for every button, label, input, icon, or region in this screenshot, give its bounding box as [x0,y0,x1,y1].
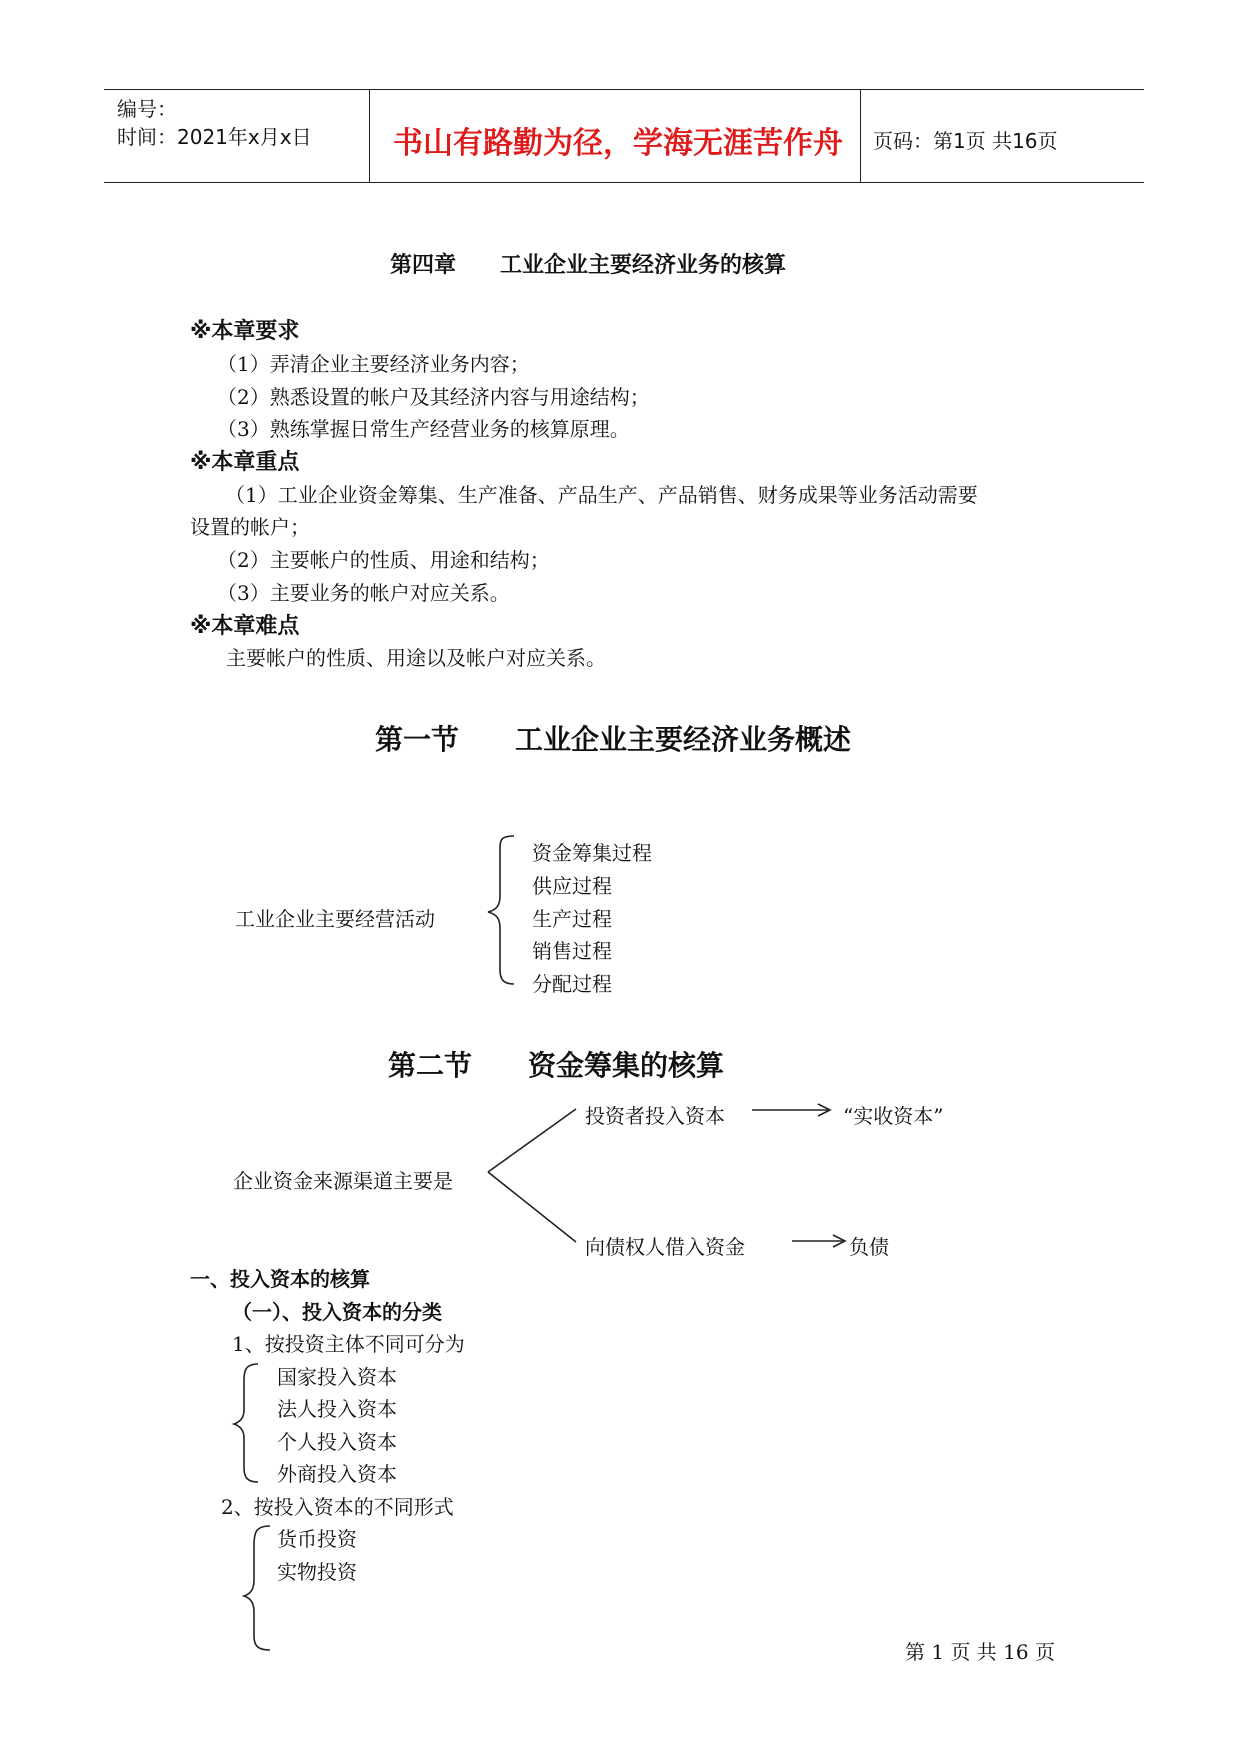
key-point-item: （2）主要帐户的性质、用途和结构； [217,548,550,572]
section1-title: 第一节 工业企业主要经济业务概述 [375,723,852,756]
class1-item: 外商投入资本 [277,1462,397,1486]
page-footer: 第 1 页 共 16 页 [905,1640,1055,1664]
class1-title: 1、按投资主体不同可分为 [232,1332,465,1356]
channel-top: 投资者投入资本 [585,1104,725,1128]
requirement-item: （1）弄清企业主要经济业务内容； [217,352,530,376]
page-label: 页码：第1页 共16页 [873,129,1058,153]
class2-title: 2、按投入资本的不同形式 [221,1495,454,1519]
brace-processes [488,836,514,984]
result-bottom: 负债 [849,1235,889,1259]
channel-bottom: 向债权人借入资金 [585,1235,745,1259]
motto: 书山有路勤为径，学海无涯苦作舟 [393,126,843,161]
branch-line-bottom [488,1172,576,1242]
section2-title: 第二节 资金筹集的核算 [388,1049,725,1082]
sub1-title: （一）、投入资本的分类 [232,1300,442,1324]
class1-item: 国家投入资本 [277,1365,397,1389]
key-point-item: （1）工业企业资金筹集、生产准备、产品生产、产品销售、财务成果等业务活动需要 [225,483,978,507]
process-item: 供应过程 [532,874,612,898]
brace-class1 [234,1364,258,1482]
key-point-item: 设置的帐户； [190,515,310,539]
serial-label: 编号： [117,97,177,121]
process-item: 销售过程 [532,939,612,963]
result-top: “实收资本” [843,1104,944,1128]
difficulties-heading: ※本章难点 [190,614,300,639]
brace-class2 [244,1526,270,1650]
process-item: 生产过程 [532,907,612,931]
requirement-item: （2）熟悉设置的帐户及其经济内容与用途结构； [217,385,650,409]
source-label: 企业资金来源渠道主要是 [233,1169,453,1193]
key-point-item: （3）主要业务的帐户对应关系。 [217,581,510,605]
time-label: 时间：2021年x月x日 [117,125,312,149]
chapter-title: 第四章 工业企业主要经济业务的核算 [390,253,787,278]
branch-line-top [488,1109,576,1172]
part1-title: 一、投入资本的核算 [190,1267,370,1291]
activity-label: 工业企业主要经营活动 [235,907,435,931]
process-item: 分配过程 [532,972,612,996]
class2-item: 实物投资 [277,1560,357,1584]
requirements-heading: ※本章要求 [190,319,300,344]
key-points-heading: ※本章重点 [190,450,300,475]
class1-item: 个人投入资本 [277,1430,397,1454]
requirement-item: （3）熟练掌握日常生产经营业务的核算原理。 [217,417,630,441]
difficulties-text: 主要帐户的性质、用途以及帐户对应关系。 [226,646,606,670]
class2-item: 货币投资 [277,1527,357,1551]
process-item: 资金筹集过程 [532,841,652,865]
class1-item: 法人投入资本 [277,1397,397,1421]
